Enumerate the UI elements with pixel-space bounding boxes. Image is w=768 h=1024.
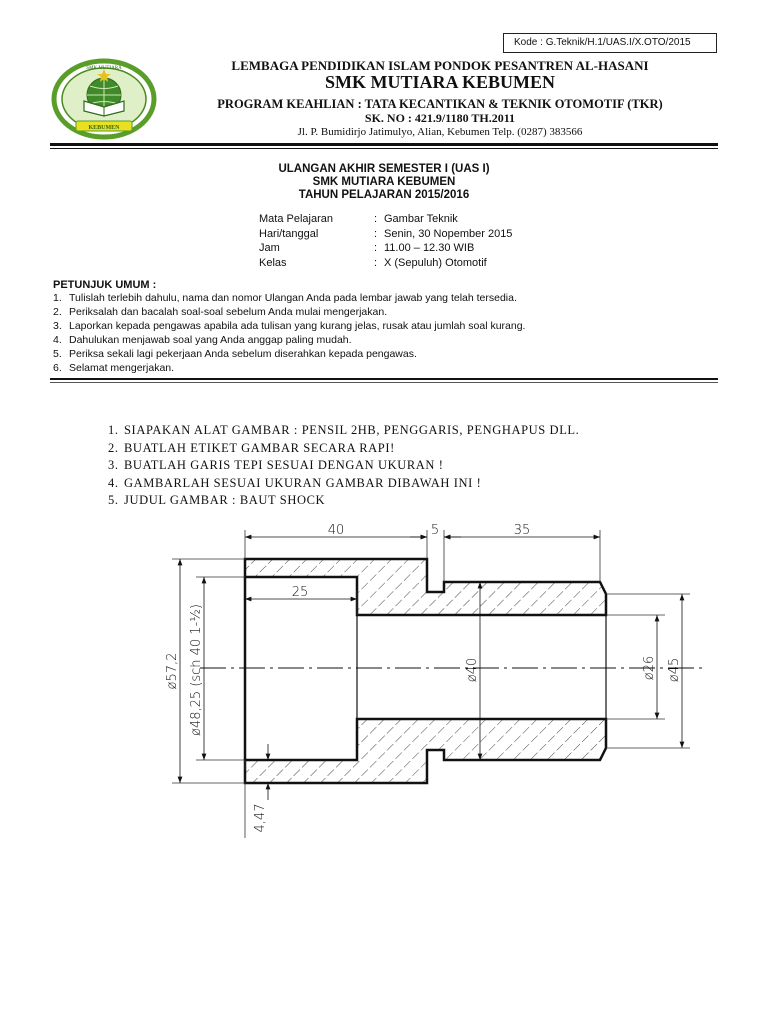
text-label: 1. (53, 292, 62, 304)
text-label: Senin, 30 Nopember 2015 (384, 227, 513, 240)
text-label: 2. (108, 440, 119, 455)
dim-25: 25 (291, 585, 309, 600)
text-label: 3. (108, 458, 119, 472)
text-label: Kelas (259, 256, 287, 269)
sk-number: SK. NO : 421.9/1180 TH.2011 (364, 111, 516, 125)
list-item (53, 292, 525, 306)
list-item (53, 320, 525, 334)
list-item (53, 306, 525, 320)
list-item (53, 362, 525, 376)
exam-info (259, 213, 512, 271)
text-label: Tulislah terlebih dahulu, nama dan nomor Ulangan Anda pada lembar jawab yang telah tersedia. (69, 292, 517, 304)
section-divider (50, 378, 718, 380)
text-label: Selamat mengerjakan. (69, 362, 175, 374)
task-list (108, 423, 579, 511)
text-label: SIAPAKAN ALAT GAMBAR : PENSIL 2HB, PENGGARIS, PENGHAPUS DLL. (124, 423, 580, 437)
list-item (53, 334, 525, 348)
school-logo (50, 55, 158, 141)
text-label: 1. (108, 423, 119, 437)
info-row (259, 257, 512, 272)
exam-title: ULANGAN AKHIR SEMESTER I (UAS I) (278, 163, 490, 175)
task-item (108, 476, 579, 494)
text-label: Dahulukan menjawab soal yang Anda anggap paling mudah. (69, 334, 352, 346)
text-label: Gambar Teknik (384, 213, 458, 225)
dim-d26: ø26 (642, 655, 657, 681)
logo-top-text: SMK MUTIARA (86, 66, 122, 71)
section-divider-thin (50, 382, 718, 383)
text-label: JUDUL GAMBAR : BAUT SHOCK (124, 493, 326, 507)
guidelines-list (53, 292, 525, 376)
text-label: : (374, 256, 378, 269)
text-label: 3. (53, 320, 62, 332)
text-label: Jam (259, 242, 280, 254)
dim-35: 35 (513, 523, 531, 538)
dim-d45: ø45 (667, 657, 682, 683)
logo-bottom-text: KEBUMEN (88, 125, 120, 131)
section-lower (245, 719, 606, 783)
header-divider (50, 143, 718, 146)
exam-school: SMK MUTIARA KEBUMEN (312, 176, 456, 188)
text-label: : (374, 213, 378, 225)
exam-year: TAHUN PELAJARAN 2015/2016 (298, 189, 470, 201)
text-label: 11.00 – 12.30 WIB (384, 242, 475, 254)
text-label: 4. (108, 475, 119, 490)
info-row (259, 242, 512, 257)
info-row (259, 228, 512, 243)
task-item (108, 493, 579, 511)
guidelines-title: PETUNJUK UMUM : (53, 279, 157, 291)
text-label: 5. (108, 493, 119, 507)
text-label: Mata Pelajaran (259, 213, 333, 225)
text-label: Laporkan kepada pengawas apabila ada tulisan yang kurang jelas, rusak atau jumlah soal kurang. (69, 320, 526, 332)
info-row (259, 213, 512, 228)
text-label: Periksa sekali lagi pekerjaan Anda sebelum diserahkan kepada pengawas. (69, 348, 417, 360)
list-item (53, 348, 525, 362)
institution-name: LEMBAGA PENDIDIKAN ISLAM PONDOK PESANTREN AL-HASANI (231, 58, 649, 73)
text-label: 4. (53, 334, 62, 346)
text-label: 5. (53, 348, 62, 360)
technical-drawing (0, 515, 768, 845)
document-code: Kode : G.Teknik/H.1/UAS.I/X.OTO/2015 (503, 33, 717, 53)
dim-447: 4,47 (253, 803, 268, 833)
school-name: SMK MUTIARA KEBUMEN (324, 72, 555, 92)
task-item (108, 458, 579, 476)
school-address: Jl. P. Bumidirjo Jatimulyo, Alian, Kebumen Telp. (0287) 383566 (297, 126, 583, 138)
text-label: 2. (53, 306, 62, 318)
dim-40: 40 (327, 523, 345, 538)
text-label: 6. (53, 362, 62, 374)
text-label: Hari/tanggal (259, 227, 319, 240)
text-label: BUATLAH ETIKET GAMBAR SECARA RAPI! (124, 440, 395, 455)
header-divider-thin (50, 148, 718, 149)
text-label: : (374, 227, 378, 240)
program-name: PROGRAM KEAHLIAN : TATA KECANTIKAN & TEKNIK OTOMOTIF (TKR) (217, 97, 663, 111)
dim-d4825: ø48,25 (sch 40 1-½) (189, 604, 204, 736)
text-label: GAMBARLAH SESUAI UKURAN GAMBAR DIBAWAH INI ! (124, 475, 482, 490)
task-item (108, 423, 579, 441)
dim-d57: ø57,2 (165, 652, 180, 690)
text-label: X (Sepuluh) Otomotif (384, 256, 487, 269)
dim-5: 5 (430, 523, 440, 538)
task-item (108, 441, 579, 459)
text-label: Periksalah dan bacalah soal-soal sebelum Anda mulai mengerjakan. (69, 306, 388, 318)
dim-d40: ø40 (465, 657, 480, 683)
text-label: : (374, 242, 378, 254)
text-label: BUATLAH GARIS TEPI SESUAI DENGAN UKURAN ! (124, 458, 444, 472)
